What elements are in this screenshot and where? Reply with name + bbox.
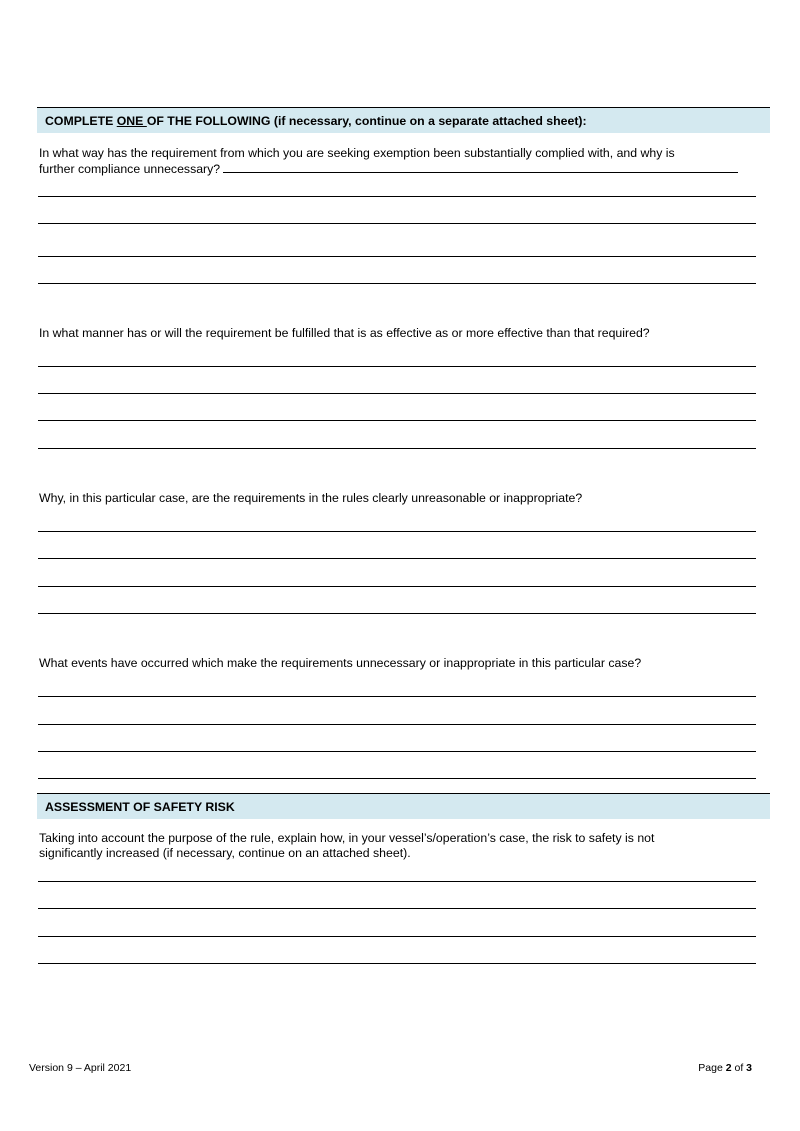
- section-title: ASSESSMENT OF SAFETY RISK: [45, 800, 235, 814]
- answer-line[interactable]: [38, 531, 756, 532]
- answer-line[interactable]: [38, 936, 756, 937]
- answer-line[interactable]: [38, 751, 756, 752]
- answer-line[interactable]: [38, 256, 756, 257]
- answer-line[interactable]: [38, 393, 756, 394]
- answer-line[interactable]: [38, 448, 756, 449]
- section-header-safety-risk: [37, 793, 770, 819]
- footer-version: Version 9 – April 2021: [29, 1062, 132, 1074]
- answer-line[interactable]: [38, 724, 756, 725]
- answer-line[interactable]: [38, 420, 756, 421]
- answer-line-inline[interactable]: [223, 161, 738, 173]
- title-emphasis: ONE: [116, 114, 147, 128]
- answer-line[interactable]: [38, 366, 756, 367]
- answer-line[interactable]: [38, 613, 756, 614]
- answer-line[interactable]: [38, 778, 756, 779]
- answer-line[interactable]: [38, 223, 756, 224]
- question-events-occurred: What events have occurred which make the requirements unnecessary or inappropriate in this particular case?: [39, 656, 642, 670]
- question-safety-risk: Taking into account the purpose of the rule, explain how, in your vessel’s/operation’s case, the risk to safety is not significantly increased (if necessary, continue on an attached sheet).: [39, 831, 655, 860]
- answer-line[interactable]: [38, 196, 756, 197]
- section-title: COMPLETE ONE OF THE FOLLOWING (if necessary, continue on a separate attached sheet):: [45, 114, 587, 128]
- answer-line[interactable]: [38, 558, 756, 559]
- question-unreasonable: Why, in this particular case, are the requirements in the rules clearly unreasonable or inappropriate?: [39, 491, 583, 505]
- answer-line[interactable]: [38, 586, 756, 587]
- answer-line[interactable]: [38, 963, 756, 964]
- footer-page-number: Page 2 of 3: [698, 1062, 752, 1074]
- question-substantial-compliance: In what way has the requirement from which you are seeking exemption been substantially complied with, and why is further compliance unnecessary?: [39, 146, 757, 177]
- answer-line[interactable]: [38, 696, 756, 697]
- answer-line[interactable]: [38, 283, 756, 284]
- answer-line[interactable]: [38, 908, 756, 909]
- answer-line[interactable]: [38, 881, 756, 882]
- section-header-complete-one: [37, 107, 770, 133]
- question-equivalent-effectiveness: In what manner has or will the requirement be fulfilled that is as effective as or more effective than that required?: [39, 326, 650, 340]
